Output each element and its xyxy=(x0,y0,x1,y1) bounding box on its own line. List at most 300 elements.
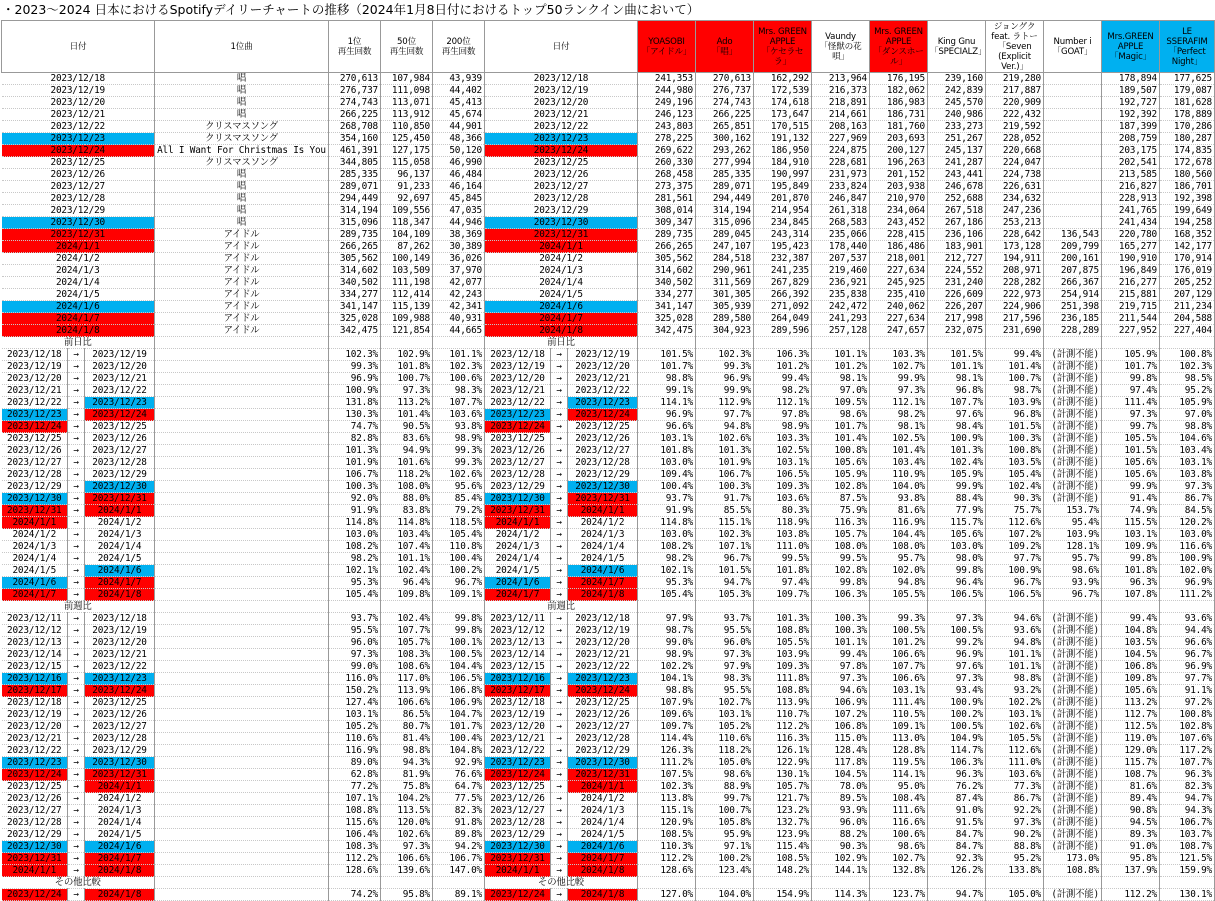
arrow-icon: → xyxy=(551,433,568,445)
daily-rank200-streams: 38,369 xyxy=(433,229,485,241)
daily-song-value: 170,286 xyxy=(1160,121,1215,133)
compare-song-ratio: 88.4% xyxy=(928,493,986,505)
compare-song-ratio: 105.9% xyxy=(1160,397,1215,409)
section-prev-week-blank xyxy=(986,601,1044,613)
compare-rank-ratio: 131.8% xyxy=(329,397,381,409)
compare-rank-ratio: 106.4% xyxy=(329,829,381,841)
compare-rank-ratio: 108.2% xyxy=(329,541,381,553)
arrow-icon: → xyxy=(551,349,568,361)
compare-rank-ratio: 150.2% xyxy=(329,685,381,697)
compare-song-ratio: 112.1% xyxy=(870,397,928,409)
daily-song-value: 213,585 xyxy=(1102,169,1160,181)
daily-song-value: 293,262 xyxy=(696,145,754,157)
section-prev-week-blank xyxy=(928,601,986,613)
compare-rank-ratio: 100.2% xyxy=(433,565,485,577)
compare-song-ratio: 105.5% xyxy=(870,589,928,601)
compare-song-ratio: 100.2% xyxy=(696,853,754,865)
compare-song-ratio: 119.5% xyxy=(870,757,928,769)
compare-song-ratio: (計測不能) xyxy=(1044,625,1102,637)
compare-song-ratio: 100.9% xyxy=(928,697,986,709)
compare-song-ratio: 78.0% xyxy=(812,781,870,793)
compare-song-ratio: 98.3% xyxy=(696,673,754,685)
compare-from-date-right: 2023/12/24 xyxy=(485,421,551,433)
compare-song-ratio: 103.1% xyxy=(638,433,696,445)
compare-song-ratio: 86.7% xyxy=(1160,493,1215,505)
daily-top-song: All I Want For Christmas Is You xyxy=(155,145,329,157)
compare-song-ratio: 85.5% xyxy=(696,505,754,517)
daily-song-value: 136,543 xyxy=(1044,229,1102,241)
daily-song-value: 177,625 xyxy=(1160,73,1215,85)
compare-song-ratio: 103.1% xyxy=(986,709,1044,721)
compare-rank-ratio: 96.7% xyxy=(433,577,485,589)
daily-rank50-streams: 118,347 xyxy=(381,217,433,229)
daily-song-value: 204,588 xyxy=(1160,313,1215,325)
compare-song-ratio: 100.8% xyxy=(986,445,1044,457)
compare-rank-ratio: 106.5% xyxy=(433,673,485,685)
compare-rank-ratio: 101.3% xyxy=(329,445,381,457)
compare-rank-ratio: 114.8% xyxy=(381,517,433,529)
daily-song-value: 195,849 xyxy=(754,181,812,193)
compare-rank-ratio: 103.4% xyxy=(381,529,433,541)
compare-song-ratio: 102.8% xyxy=(812,481,870,493)
prev-week-row xyxy=(2,649,1215,661)
compare-song-ratio: 100.8% xyxy=(1160,349,1215,361)
compare-song-ratio: 109.3% xyxy=(754,481,812,493)
compare-song-ratio: 105.3% xyxy=(696,589,754,601)
section-prev-week-blank xyxy=(696,601,754,613)
compare-rank-ratio: 98.9% xyxy=(433,433,485,445)
compare-song-blank xyxy=(155,889,329,901)
compare-from-date-right: 2024/1/1 xyxy=(485,865,551,877)
daily-date-right: 2023/12/27 xyxy=(485,181,638,193)
daily-song-value xyxy=(1044,181,1102,193)
compare-song-ratio: (計測不能) xyxy=(1044,757,1102,769)
prev-week-row xyxy=(2,829,1215,841)
section-prev-week-blank xyxy=(155,601,329,613)
section-prev-week-blank xyxy=(638,601,696,613)
compare-song-ratio: 98.6% xyxy=(812,409,870,421)
compare-rank-ratio: 117.0% xyxy=(381,673,433,685)
section-other-blank xyxy=(870,877,928,889)
compare-song-ratio: 116.3% xyxy=(812,517,870,529)
compare-song-blank xyxy=(155,733,329,745)
daily-song-value: 220,780 xyxy=(1102,229,1160,241)
compare-song-ratio: 106.8% xyxy=(1102,661,1160,673)
compare-song-ratio: 100.5% xyxy=(928,625,986,637)
compare-from-date-right: 2023/12/31 xyxy=(485,505,551,517)
compare-song-ratio: 99.8% xyxy=(928,565,986,577)
compare-rank-ratio: 103.1% xyxy=(329,709,381,721)
compare-song-ratio: 100.5% xyxy=(928,721,986,733)
compare-song-ratio: 98.7% xyxy=(986,385,1044,397)
compare-rank-ratio: 100.6% xyxy=(433,373,485,385)
daily-date: 2023/12/29 xyxy=(2,205,155,217)
compare-song-ratio: 97.6% xyxy=(928,661,986,673)
daily-row xyxy=(2,217,1215,229)
compare-rank-ratio: 99.3% xyxy=(433,445,485,457)
header-song-8: Number i 「GOAT」 xyxy=(1044,21,1102,73)
compare-song-blank xyxy=(155,625,329,637)
compare-song-ratio: (計測不能) xyxy=(1044,673,1102,685)
arrow-icon: → xyxy=(68,673,85,685)
daily-song-value: 162,292 xyxy=(754,73,812,85)
compare-to-date: 2023/12/31 xyxy=(85,769,155,781)
section-prev-day-blank xyxy=(928,337,986,349)
compare-song-ratio: 113.9% xyxy=(754,697,812,709)
compare-song-ratio: 97.7% xyxy=(1160,673,1215,685)
section-prev-day-blank xyxy=(1102,337,1160,349)
compare-from-date: 2023/12/21 xyxy=(2,733,68,745)
daily-song-value: 228,913 xyxy=(1102,193,1160,205)
compare-to-date: 2023/12/19 xyxy=(85,625,155,637)
compare-song-ratio: 93.2% xyxy=(986,685,1044,697)
compare-song-ratio: 95.8% xyxy=(1102,853,1160,865)
daily-song-value: 271,092 xyxy=(754,301,812,313)
compare-song-ratio: (計測不能) xyxy=(1044,721,1102,733)
compare-song-ratio: 106.5% xyxy=(986,589,1044,601)
compare-song-ratio: 96.9% xyxy=(696,373,754,385)
compare-rank-ratio: 82.3% xyxy=(433,805,485,817)
daily-song-value xyxy=(1044,121,1102,133)
section-other-blank xyxy=(433,877,485,889)
compare-to-date-right: 2023/12/25 xyxy=(568,697,638,709)
compare-song-ratio: 103.3% xyxy=(754,433,812,445)
daily-top-song: アイドル xyxy=(155,289,329,301)
daily-song-value: 247,236 xyxy=(986,205,1044,217)
daily-top-song: 唱 xyxy=(155,217,329,229)
daily-song-value: 211,544 xyxy=(1102,313,1160,325)
compare-song-ratio: 129.0% xyxy=(1102,745,1160,757)
compare-song-ratio: 101.8% xyxy=(1102,565,1160,577)
prev-day-row xyxy=(2,481,1215,493)
compare-song-ratio: 95.5% xyxy=(696,685,754,697)
compare-rank-ratio: 105.4% xyxy=(329,589,381,601)
daily-top-song: アイドル xyxy=(155,265,329,277)
compare-song-ratio: 97.3% xyxy=(1160,481,1215,493)
compare-from-date: 2023/12/31 xyxy=(2,853,68,865)
daily-song-value: 289,071 xyxy=(696,181,754,193)
compare-song-ratio: 93.7% xyxy=(638,493,696,505)
daily-song-value: 222,432 xyxy=(986,109,1044,121)
daily-song-value: 266,225 xyxy=(696,109,754,121)
compare-song-ratio: 153.7% xyxy=(1044,505,1102,517)
compare-to-date-right: 2023/12/24 xyxy=(568,685,638,697)
compare-song-ratio: 100.9% xyxy=(928,433,986,445)
compare-song-blank xyxy=(155,769,329,781)
compare-song-ratio: 103.4% xyxy=(870,457,928,469)
compare-to-date-right: 2023/12/20 xyxy=(568,637,638,649)
daily-song-value: 268,583 xyxy=(812,217,870,229)
compare-song-ratio: (計測不能) xyxy=(1044,817,1102,829)
compare-from-date: 2023/12/27 xyxy=(2,805,68,817)
prev-day-row xyxy=(2,565,1215,577)
arrow-icon: → xyxy=(68,721,85,733)
arrow-icon: → xyxy=(551,637,568,649)
compare-from-date-right: 2023/12/29 xyxy=(485,829,551,841)
compare-from-date-right: 2023/12/21 xyxy=(485,385,551,397)
daily-rank1-streams: 266,225 xyxy=(329,109,381,121)
daily-song-value: 217,887 xyxy=(986,85,1044,97)
compare-rank-ratio: 107.4% xyxy=(381,541,433,553)
compare-from-date-right: 2023/12/22 xyxy=(485,397,551,409)
prev-week-row xyxy=(2,709,1215,721)
section-other-blank xyxy=(928,877,986,889)
daily-song-value: 200,161 xyxy=(1044,253,1102,265)
daily-date-right: 2024/1/8 xyxy=(485,325,638,337)
compare-song-ratio: 102.0% xyxy=(870,565,928,577)
compare-song-ratio: 96.3% xyxy=(1160,769,1215,781)
daily-rank1-streams: 289,735 xyxy=(329,229,381,241)
compare-song-ratio: 130.1% xyxy=(754,769,812,781)
compare-rank-ratio: 100.4% xyxy=(433,733,485,745)
section-prev-week-blank xyxy=(381,601,433,613)
daily-song-value: 203,175 xyxy=(1102,145,1160,157)
compare-song-ratio: 103.6% xyxy=(986,769,1044,781)
compare-song-ratio: 112.5% xyxy=(1102,721,1160,733)
compare-from-date-right: 2023/12/25 xyxy=(485,781,551,793)
compare-song-ratio: 93.8% xyxy=(870,493,928,505)
daily-rank200-streams: 42,341 xyxy=(433,301,485,313)
compare-from-date-right: 2023/12/14 xyxy=(485,649,551,661)
compare-song-ratio: (計測不能) xyxy=(1044,709,1102,721)
section-other-blank xyxy=(696,877,754,889)
compare-song-ratio: 100.3% xyxy=(812,625,870,637)
compare-from-date-right: 2023/12/26 xyxy=(485,793,551,805)
compare-rank-ratio: 102.4% xyxy=(381,613,433,625)
compare-to-date: 2024/1/7 xyxy=(85,853,155,865)
daily-rank200-streams: 30,389 xyxy=(433,241,485,253)
daily-song-value: 226,609 xyxy=(928,289,986,301)
compare-song-ratio: 105.9% xyxy=(1102,349,1160,361)
daily-song-value: 176,019 xyxy=(1160,265,1215,277)
daily-date: 2024/1/5 xyxy=(2,289,155,301)
compare-song-ratio: 105.0% xyxy=(986,889,1044,901)
daily-rank50-streams: 111,198 xyxy=(381,277,433,289)
compare-song-ratio: 91.5% xyxy=(928,817,986,829)
arrow-icon: → xyxy=(68,541,85,553)
daily-top-song: クリスマスソング xyxy=(155,121,329,133)
compare-from-date-right: 2023/12/23 xyxy=(485,409,551,421)
section-prev-day-blank xyxy=(754,337,812,349)
compare-rank-ratio: 95.3% xyxy=(329,577,381,589)
compare-song-ratio: 107.8% xyxy=(1102,589,1160,601)
compare-song-blank xyxy=(155,433,329,445)
daily-rank1-streams: 268,708 xyxy=(329,121,381,133)
compare-to-date-right: 2024/1/4 xyxy=(568,817,638,829)
other-row xyxy=(2,889,1215,901)
compare-song-ratio: 101.3% xyxy=(928,445,986,457)
compare-song-ratio: 99.8% xyxy=(1102,553,1160,565)
arrow-icon: → xyxy=(551,493,568,505)
daily-song-value: 341,147 xyxy=(638,301,696,313)
compare-song-ratio: 91.9% xyxy=(638,505,696,517)
daily-song-value: 186,983 xyxy=(870,97,928,109)
compare-song-ratio: 90.3% xyxy=(986,493,1044,505)
daily-date: 2024/1/2 xyxy=(2,253,155,265)
daily-rank1-streams: 314,602 xyxy=(329,265,381,277)
compare-song-ratio: 98.6% xyxy=(1044,565,1102,577)
compare-to-date-right: 2024/1/7 xyxy=(568,853,638,865)
daily-rank200-streams: 47,035 xyxy=(433,205,485,217)
compare-song-ratio: 112.2% xyxy=(754,721,812,733)
compare-rank-ratio: 100.7% xyxy=(381,373,433,385)
daily-song-value: 207,875 xyxy=(1044,265,1102,277)
compare-from-date: 2023/12/20 xyxy=(2,373,68,385)
daily-song-value: 231,690 xyxy=(986,325,1044,337)
daily-song-value: 205,252 xyxy=(1160,277,1215,289)
compare-rank-ratio: 100.3% xyxy=(329,481,381,493)
compare-song-blank xyxy=(155,541,329,553)
daily-date: 2024/1/1 xyxy=(2,241,155,253)
compare-rank-ratio: 128.6% xyxy=(329,865,381,877)
arrow-icon: → xyxy=(68,637,85,649)
compare-to-date-right: 2024/1/7 xyxy=(568,577,638,589)
compare-rank-ratio: 83.6% xyxy=(381,433,433,445)
compare-rank-ratio: 101.8% xyxy=(381,361,433,373)
section-other-blank xyxy=(381,877,433,889)
daily-song-value: 216,827 xyxy=(1102,181,1160,193)
daily-rank1-streams: 285,335 xyxy=(329,169,381,181)
section-prev-day xyxy=(2,337,1215,349)
compare-song-ratio: 101.3% xyxy=(696,445,754,457)
daily-song-value: 174,618 xyxy=(754,97,812,109)
daily-top-song: アイドル xyxy=(155,229,329,241)
daily-row xyxy=(2,301,1215,313)
daily-song-value: 196,263 xyxy=(870,157,928,169)
compare-song-blank xyxy=(155,385,329,397)
section-prev-week-blank xyxy=(812,601,870,613)
compare-to-date: 2024/1/1 xyxy=(85,781,155,793)
compare-song-ratio: 101.3% xyxy=(754,613,812,625)
compare-to-date-right: 2023/12/23 xyxy=(568,397,638,409)
compare-song-ratio: 98.4% xyxy=(928,421,986,433)
daily-song-value: 342,475 xyxy=(638,325,696,337)
daily-song-value: 226,207 xyxy=(928,301,986,313)
daily-rank1-streams: 334,277 xyxy=(329,289,381,301)
compare-song-ratio: 115.5% xyxy=(1102,517,1160,529)
compare-song-ratio: 107.7% xyxy=(1160,757,1215,769)
compare-from-date-right: 2023/12/20 xyxy=(485,721,551,733)
compare-to-date: 2023/12/25 xyxy=(85,697,155,709)
compare-song-ratio: 96.3% xyxy=(1102,577,1160,589)
compare-song-ratio: 96.0% xyxy=(812,817,870,829)
compare-song-ratio: 113.0% xyxy=(870,733,928,745)
section-prev-week-blank xyxy=(754,601,812,613)
arrow-icon: → xyxy=(551,829,568,841)
section-prev-day-blank xyxy=(696,337,754,349)
daily-song-value: 315,096 xyxy=(696,217,754,229)
daily-song-value: 228,642 xyxy=(986,229,1044,241)
compare-song-blank xyxy=(155,637,329,649)
daily-row xyxy=(2,205,1215,217)
compare-song-ratio: 108.0% xyxy=(870,541,928,553)
compare-to-date-right: 2023/12/19 xyxy=(568,625,638,637)
compare-song-ratio: 100.9% xyxy=(1160,553,1215,565)
daily-song-value: 268,458 xyxy=(638,169,696,181)
compare-song-blank xyxy=(155,493,329,505)
daily-song-value: 208,971 xyxy=(986,265,1044,277)
arrow-icon: → xyxy=(551,661,568,673)
daily-rank200-streams: 42,077 xyxy=(433,277,485,289)
daily-song-value: 235,410 xyxy=(870,289,928,301)
daily-rank50-streams: 109,988 xyxy=(381,313,433,325)
compare-from-date-right: 2024/1/5 xyxy=(485,565,551,577)
compare-song-ratio: 144.1% xyxy=(812,865,870,877)
compare-song-ratio: 103.5% xyxy=(986,457,1044,469)
daily-rank50-streams: 104,109 xyxy=(381,229,433,241)
compare-song-ratio: 98.6% xyxy=(696,769,754,781)
compare-song-ratio: 98.9% xyxy=(754,421,812,433)
compare-song-ratio: 108.8% xyxy=(754,685,812,697)
daily-song-value: 241,287 xyxy=(928,157,986,169)
daily-song-value: 261,318 xyxy=(812,205,870,217)
daily-rank50-streams: 127,175 xyxy=(381,145,433,157)
daily-date-right: 2023/12/21 xyxy=(485,109,638,121)
compare-song-ratio: 97.3% xyxy=(812,673,870,685)
compare-song-ratio: 97.2% xyxy=(1160,697,1215,709)
compare-song-ratio: 96.9% xyxy=(928,649,986,661)
compare-song-blank xyxy=(155,661,329,673)
compare-song-blank xyxy=(155,829,329,841)
daily-song-value: 179,087 xyxy=(1160,85,1215,97)
compare-song-ratio: 106.3% xyxy=(928,757,986,769)
daily-song-value: 172,678 xyxy=(1160,157,1215,169)
compare-rank-ratio: 103.0% xyxy=(329,529,381,541)
compare-song-ratio: 104.9% xyxy=(928,733,986,745)
compare-from-date: 2023/12/18 xyxy=(2,697,68,709)
daily-row xyxy=(2,289,1215,301)
compare-song-ratio: 91.7% xyxy=(696,493,754,505)
compare-song-ratio: 98.7% xyxy=(638,625,696,637)
compare-from-date-right: 2023/12/27 xyxy=(485,805,551,817)
compare-song-ratio: 101.1% xyxy=(986,661,1044,673)
compare-rank-ratio: 93.7% xyxy=(329,613,381,625)
compare-from-date: 2023/12/25 xyxy=(2,433,68,445)
compare-from-date-right: 2023/12/22 xyxy=(485,745,551,757)
compare-song-ratio: 103.8% xyxy=(1160,469,1215,481)
daily-song-value xyxy=(1044,97,1102,109)
compare-song-ratio: 105.7% xyxy=(812,529,870,541)
compare-to-date-right: 2023/12/23 xyxy=(568,673,638,685)
daily-song-value: 290,961 xyxy=(696,265,754,277)
compare-to-date: 2023/12/30 xyxy=(85,481,155,493)
daily-date: 2023/12/24 xyxy=(2,145,155,157)
compare-from-date: 2023/12/14 xyxy=(2,649,68,661)
daily-date-right: 2024/1/6 xyxy=(485,301,638,313)
compare-rank-ratio: 114.8% xyxy=(329,517,381,529)
daily-song-value: 232,075 xyxy=(928,325,986,337)
compare-song-blank xyxy=(155,409,329,421)
compare-song-ratio: 103.7% xyxy=(1160,829,1215,841)
compare-song-ratio: 94.4% xyxy=(1160,625,1215,637)
daily-song-value: 228,415 xyxy=(870,229,928,241)
compare-song-ratio: (計測不能) xyxy=(1044,445,1102,457)
compare-song-ratio: 108.2% xyxy=(638,541,696,553)
compare-song-ratio: 101.1% xyxy=(928,361,986,373)
daily-song-value: 236,921 xyxy=(812,277,870,289)
daily-date-right: 2023/12/18 xyxy=(485,73,638,85)
daily-song-value: 228,282 xyxy=(986,277,1044,289)
compare-song-ratio: 103.0% xyxy=(638,457,696,469)
arrow-icon: → xyxy=(551,757,568,769)
daily-rank200-streams: 44,946 xyxy=(433,217,485,229)
daily-rank50-streams: 100,149 xyxy=(381,253,433,265)
compare-song-blank xyxy=(155,757,329,769)
daily-song-value xyxy=(1044,157,1102,169)
compare-rank-ratio: 102.1% xyxy=(329,565,381,577)
header-song-6: King Gnu 「SPECIALZ」 xyxy=(928,21,986,73)
daily-song-value: 264,049 xyxy=(754,313,812,325)
